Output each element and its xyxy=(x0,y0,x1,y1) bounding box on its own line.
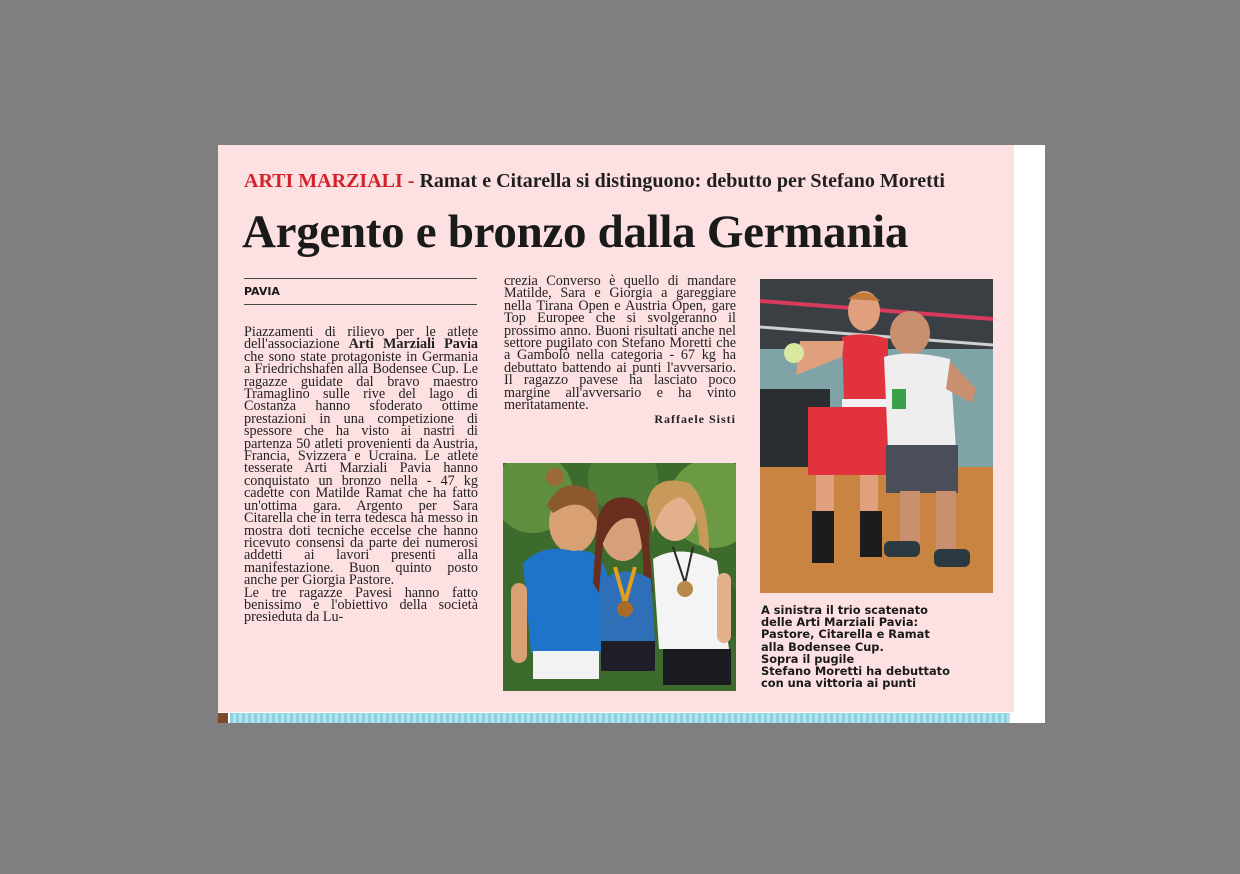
dateline: PAVIA xyxy=(244,285,280,298)
kicker-text: Ramat e Citarella si distinguono: debutto per Stefano Moretti xyxy=(419,170,945,192)
column-1-paragraph-1 xyxy=(244,326,478,587)
photo-three-athletes-image xyxy=(503,463,736,691)
article-column-2 xyxy=(504,275,736,426)
next-article-band xyxy=(230,713,1010,723)
photo-boxer-image xyxy=(760,279,993,593)
section-label: ARTI MARZIALI xyxy=(244,170,403,192)
article-column-1 xyxy=(244,326,478,624)
article-clipping xyxy=(218,145,1014,712)
photo-three-athletes xyxy=(503,463,736,691)
caption-line: con una vittoria ai punti xyxy=(761,676,917,691)
caption-line: Pastore, Citarella e Ramat xyxy=(761,627,930,642)
body-text: Piazzamenti di rilievo per le atlete dell'associazione xyxy=(244,324,478,353)
caption-line: A sinistra il trio scatenato xyxy=(761,603,928,617)
dateline-rule-bottom xyxy=(244,304,477,305)
photo-boxer xyxy=(760,279,993,593)
column-2-paragraph-1: crezia Converso è quello di mandare Matilde, Sara e Giorgia a gareggiare nella Tirana Open e Austria Open, gare Top Europee che si svolgeranno il prossimo anno. Buoni risultati anche nel settore pugilato con Stefano Moretti che a Gambolò nella categoria - 67 kg ha debuttato battendo ai punti l'avversario. Il ragazzo pavese ha lasciato poco margine all'avversario e ha vinto meritatamente. xyxy=(504,273,736,414)
kicker-separator: - xyxy=(402,170,420,192)
byline: Raffaele Sisti xyxy=(654,412,736,427)
article-kicker xyxy=(244,170,945,193)
scanned-newspaper-page xyxy=(218,145,1045,723)
photo-caption xyxy=(761,604,1001,689)
page-margin xyxy=(1014,145,1045,723)
dateline-rule-top xyxy=(244,278,477,279)
column-1-paragraph-2: Le tre ragazze Pavesi hanno fatto benissimo e l'obiettivo della società presieduta da Lu- xyxy=(244,584,478,626)
caption-line: alla Bodensee Cup. xyxy=(761,639,884,654)
caption-line: Sopra il pugile xyxy=(761,651,855,666)
body-text: che sono state protagoniste in Germania a Friedrichshafen alla Bodensee Cup. Le ragazze guidate dal bravo maestro Tramaglino sulle rive del lago di Costanza hanno sfoderato ottime prestazioni in una competizione di spessore che ha visto ai nastri di partenza 50 atleti provenienti da Austria, Francia, Svizzera e Ucraina. Le atlete tesserate Arti Marziali Pavia hanno conquistato un bronzo nella - 47 kg cadette con Matilde Ramat che ha fatto un'ottima gara. Argento per Sara Citarella che in terra tedesca ha messo in mostra doti tecniche eccelse che hanno ricevuto consensi da parte dei numerosi addetti ai lavori presenti alla manifestazione. Buon quinto posto anche per Giorgia Pastore. xyxy=(244,348,478,589)
article-headline: Argento e bronzo dalla Germania xyxy=(242,206,909,258)
caption-line: delle Arti Marziali Pavia: xyxy=(761,615,919,630)
body-bold-text: Arti Marziali Pavia xyxy=(348,336,478,353)
caption-line: Stefano Moretti ha debuttato xyxy=(761,664,950,679)
next-article-fragment xyxy=(218,713,228,723)
